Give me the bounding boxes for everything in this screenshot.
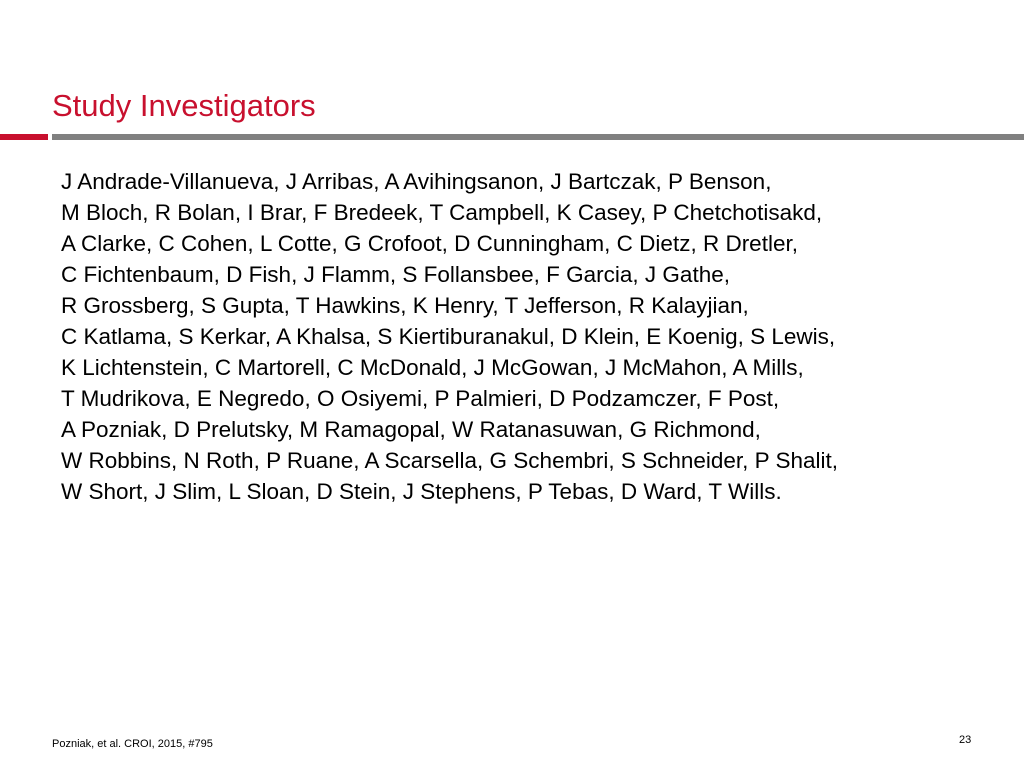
title-accent-bar [0,134,48,140]
slide-title: Study Investigators [52,88,316,123]
investigator-line: C Fichtenbaum, D Fish, J Flamm, S Follansbee, F Garcia, J Gathe, [61,262,730,287]
investigator-line: A Pozniak, D Prelutsky, M Ramagopal, W Ratanasuwan, G Richmond, [61,417,761,442]
investigator-line: R Grossberg, S Gupta, T Hawkins, K Henry, T Jefferson, R Kalayjian, [61,293,749,318]
investigator-line: A Clarke, C Cohen, L Cotte, G Crofoot, D Cunningham, C Dietz, R Dretler, [61,231,798,256]
investigator-line: W Robbins, N Roth, P Ruane, A Scarsella, G Schembri, S Schneider, P Shalit, [61,448,839,473]
investigator-line: W Short, J Slim, L Sloan, D Stein, J Stephens, P Tebas, D Ward, T Wills. [61,479,782,504]
investigator-line: M Bloch, R Bolan, I Brar, F Bredeek, T Campbell, K Casey, P Chetchotisakd, [61,200,823,225]
investigator-line: K Lichtenstein, C Martorell, C McDonald, J McGowan, J McMahon, A Mills, [61,355,804,380]
page-number: 23 [959,734,972,746]
citation-footer: Pozniak, et al. CROI, 2015, #795 [52,738,213,750]
investigator-line: J Andrade-Villanueva, J Arribas, A Avihingsanon, J Bartczak, P Benson, [61,169,772,194]
investigator-list [61,166,838,507]
title-divider-rule [52,134,1024,140]
investigator-line: C Katlama, S Kerkar, A Khalsa, S Kiertiburanakul, D Klein, E Koenig, S Lewis, [61,324,836,349]
investigator-line: T Mudrikova, E Negredo, O Osiyemi, P Palmieri, D Podzamczer, F Post, [61,386,780,411]
